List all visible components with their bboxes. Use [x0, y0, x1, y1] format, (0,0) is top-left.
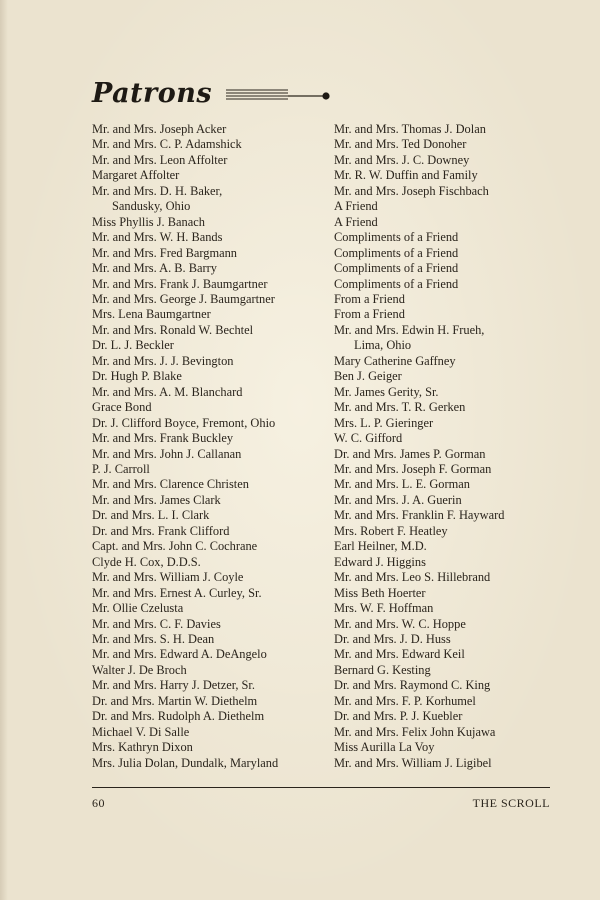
patron-entry — [334, 400, 574, 415]
patron-name: Mr. and Mrs. Ted Donoher — [334, 137, 467, 152]
patron-name: Dr. and Mrs. L. I. Clark — [92, 508, 210, 523]
patron-entry — [334, 570, 574, 585]
patron-name: Mr. and Mrs. Frank Buckley — [92, 431, 234, 446]
patron-entry — [334, 416, 574, 431]
patron-entry — [92, 570, 324, 585]
page-footer — [92, 796, 550, 811]
patron-entry — [92, 725, 324, 740]
patron-entry — [92, 246, 324, 261]
patron-entry — [334, 524, 574, 539]
patron-entry — [334, 431, 574, 446]
patron-entry — [334, 725, 574, 740]
patron-entry — [334, 601, 574, 616]
patron-name: Grace Bond — [92, 400, 152, 415]
patron-name: Mr. and Mrs. J. J. Bevington — [92, 353, 234, 368]
patron-name: Mrs. Kathryn Dixon — [92, 740, 193, 755]
patron-name: Mr. and Mrs. J. A. Guerin — [334, 492, 462, 507]
patron-name: Mr. and Mrs. Joseph Fischbach — [334, 183, 489, 198]
patron-entry — [334, 385, 574, 400]
patron-name: Dr. and Mrs. James P. Gorman — [334, 446, 486, 461]
patron-name: Mr. and Mrs. D. H. Baker, — [92, 183, 223, 198]
patron-name: Mrs. W. F. Hoffman — [334, 601, 434, 616]
patron-name: Mr. and Mrs. C. P. Adamshick — [92, 137, 242, 152]
patron-entry — [334, 199, 574, 214]
patron-name: Mr. and Mrs. J. C. Downey — [334, 152, 470, 167]
patron-name: A Friend — [334, 199, 378, 214]
patron-name: Clyde H. Cox, D.D.S. — [92, 554, 201, 569]
patron-name: Margaret Affolter — [92, 168, 180, 183]
patron-name: Mr. and Mrs. T. R. Gerken — [334, 400, 466, 415]
patron-name: Mr. and Mrs. Felix John Kujawa — [334, 724, 496, 739]
patron-entry — [92, 663, 324, 678]
patron-entry — [92, 617, 324, 632]
patron-name: P. J. Carroll — [92, 461, 150, 476]
patron-name: Compliments of a Friend — [334, 245, 459, 260]
patron-entry — [92, 678, 324, 693]
patron-entry — [92, 184, 324, 215]
patron-name: Dr. and Mrs. J. D. Huss — [334, 631, 451, 646]
patron-entry — [92, 524, 324, 539]
patron-name: Mr. and Mrs. Joseph F. Gorman — [334, 461, 492, 476]
patron-name: Mr. and Mrs. A. M. Blanchard — [92, 384, 243, 399]
page-title: Patrons — [92, 78, 213, 109]
patron-entry — [92, 709, 324, 724]
patron-entry — [92, 307, 324, 322]
patron-entry — [334, 447, 574, 462]
patron-name: Miss Beth Hoerter — [334, 585, 426, 600]
patron-entry — [334, 663, 574, 678]
patron-entry — [92, 338, 324, 353]
patron-entry — [334, 617, 574, 632]
patron-name: From a Friend — [334, 291, 405, 306]
patron-name: Mr. and Mrs. James Clark — [92, 492, 221, 507]
patron-entry — [334, 369, 574, 384]
patron-name: Mr. and Mrs. Clarence Christen — [92, 477, 249, 492]
patron-name: Mr. and Mrs. Leo S. Hillebrand — [334, 570, 491, 585]
patron-name: Mr. R. W. Duffin and Family — [334, 168, 478, 183]
patron-name: Mr. and Mrs. S. H. Dean — [92, 631, 215, 646]
patron-entry — [334, 586, 574, 601]
patron-location: Sandusky, Ohio — [112, 199, 191, 214]
patron-entry — [334, 137, 574, 152]
patron-entry — [334, 493, 574, 508]
patron-name: Mr. and Mrs. Thomas J. Dolan — [334, 122, 486, 136]
patron-name: Compliments of a Friend — [334, 276, 459, 291]
section-header — [92, 78, 332, 109]
patron-entry — [92, 539, 324, 554]
patron-name: Walter J. De Broch — [92, 662, 187, 677]
patron-entry — [92, 168, 324, 183]
patron-entry — [92, 431, 324, 446]
patron-entry — [334, 261, 574, 276]
patron-name: A Friend — [334, 214, 378, 229]
patron-entry — [334, 277, 574, 292]
footer-divider — [92, 787, 550, 788]
patron-entry — [92, 261, 324, 276]
patron-name: Edward J. Higgins — [334, 554, 426, 569]
patron-name: Mrs. Robert F. Heatley — [334, 523, 448, 538]
patron-entry — [334, 694, 574, 709]
patron-name: Mr. and Mrs. Ernest A. Curley, Sr. — [92, 585, 262, 600]
patron-entry — [334, 153, 574, 168]
patron-entry — [334, 756, 574, 771]
patron-entry — [334, 508, 574, 523]
patron-name: Mary Catherine Gaffney — [334, 353, 456, 368]
patron-entry — [92, 462, 324, 477]
patron-name: Miss Phyllis J. Banach — [92, 214, 205, 229]
patron-entry — [334, 678, 574, 693]
patron-entry — [334, 709, 574, 724]
patron-name: Mr. and Mrs. Edwin H. Frueh, — [334, 322, 485, 337]
patron-entry — [92, 323, 324, 338]
patron-entry — [92, 230, 324, 245]
patron-entry — [92, 601, 324, 616]
patron-name: Dr. L. J. Beckler — [92, 338, 174, 353]
patron-entry — [92, 447, 324, 462]
patron-entry — [92, 416, 324, 431]
patron-name: Mrs. Lena Baumgartner — [92, 307, 211, 322]
patron-name: Mr. and Mrs. Ronald W. Bechtel — [92, 322, 254, 337]
patron-name: Compliments of a Friend — [334, 261, 459, 276]
patron-name: Michael V. Di Salle — [92, 724, 190, 739]
patron-name: Dr. and Mrs. Martin W. Diethelm — [92, 693, 258, 708]
patron-name: Mr. and Mrs. Edward Keil — [334, 647, 465, 662]
page-number: 60 — [92, 796, 105, 810]
patron-name: Mr. and Mrs. Leon Affolter — [92, 152, 228, 167]
patron-name: Mr. and Mrs. John J. Callanan — [92, 446, 242, 461]
patron-entry — [334, 292, 574, 307]
patron-entry — [92, 122, 324, 137]
patrons-list-right — [334, 122, 574, 771]
patron-entry — [92, 555, 324, 570]
patron-entry — [92, 277, 324, 292]
patron-entry — [334, 215, 574, 230]
patron-name: Mrs. L. P. Gieringer — [334, 415, 434, 430]
patron-name: Mr. and Mrs. C. F. Davies — [92, 616, 221, 631]
patron-entry — [334, 246, 574, 261]
patron-name: Dr. and Mrs. P. J. Kuebler — [334, 709, 463, 724]
patron-entry — [334, 647, 574, 662]
patron-name: Mr. and Mrs. Franklin F. Hayward — [334, 508, 505, 523]
patron-name: Mr. and Mrs. A. B. Barry — [92, 261, 217, 276]
patron-entry — [334, 323, 574, 354]
patron-entry — [92, 385, 324, 400]
patron-entry — [334, 539, 574, 554]
patron-entry — [92, 632, 324, 647]
patron-entry — [334, 307, 574, 322]
patron-name: Mr. and Mrs. George J. Baumgartner — [92, 291, 275, 306]
patron-entry — [92, 137, 324, 152]
patron-entry — [92, 647, 324, 662]
patron-entry — [334, 740, 574, 755]
patron-entry — [334, 477, 574, 492]
patron-name: Mr. and Mrs. W. H. Bands — [92, 230, 223, 245]
patron-name: Mr. and Mrs. Joseph Acker — [92, 122, 227, 136]
patron-entry — [334, 632, 574, 647]
patron-name: Miss Aurilla La Voy — [334, 740, 435, 755]
patron-name: Mr. and Mrs. W. C. Hoppe — [334, 616, 466, 631]
patron-entry — [92, 508, 324, 523]
patron-name: Mr. Ollie Czelusta — [92, 601, 184, 616]
patron-entry — [92, 215, 324, 230]
patron-entry — [92, 153, 324, 168]
patron-location: Lima, Ohio — [354, 338, 412, 353]
patron-entry — [92, 292, 324, 307]
patron-entry — [92, 756, 324, 771]
patron-name: Earl Heilner, M.D. — [334, 539, 427, 554]
patrons-list-left — [92, 122, 324, 771]
patron-name: Mr. and Mrs. Edward A. DeAngelo — [92, 647, 267, 662]
patron-name: Mrs. Julia Dolan, Dundalk, Maryland — [92, 755, 279, 770]
patron-entry — [92, 493, 324, 508]
patron-entry — [334, 462, 574, 477]
patron-name: Bernard G. Kesting — [334, 662, 431, 677]
patron-name: Compliments of a Friend — [334, 230, 459, 245]
patron-entry — [334, 168, 574, 183]
patron-name: Mr. and Mrs. L. E. Gorman — [334, 477, 470, 492]
patron-entry — [92, 354, 324, 369]
patron-name: Dr. J. Clifford Boyce, Fremont, Ohio — [92, 415, 276, 430]
patron-entry — [334, 184, 574, 199]
patron-entry — [334, 122, 574, 137]
patron-name: Mr. and Mrs. William J. Ligibel — [334, 755, 492, 770]
patron-entry — [92, 694, 324, 709]
title-ornament-icon — [226, 86, 332, 102]
patron-entry — [334, 354, 574, 369]
patron-entry — [92, 586, 324, 601]
patron-name: Ben J. Geiger — [334, 369, 402, 384]
patron-name: Mr. and Mrs. F. P. Korhumel — [334, 693, 476, 708]
publication-name: THE SCROLL — [472, 796, 550, 810]
patron-entry — [334, 230, 574, 245]
patron-name: Dr. and Mrs. Raymond C. King — [334, 678, 491, 693]
patron-name: Dr. Hugh P. Blake — [92, 369, 182, 384]
patron-name: W. C. Gifford — [334, 431, 403, 446]
patron-name: Mr. and Mrs. Fred Bargmann — [92, 245, 238, 260]
patron-name: Dr. and Mrs. Rudolph A. Diethelm — [92, 709, 265, 724]
patron-name: Mr. and Mrs. Harry J. Detzer, Sr. — [92, 678, 255, 693]
patron-entry — [92, 369, 324, 384]
patron-name: Mr. and Mrs. Frank J. Baumgartner — [92, 276, 268, 291]
patron-name: Dr. and Mrs. Frank Clifford — [92, 523, 230, 538]
patron-entry — [334, 555, 574, 570]
patron-entry — [92, 740, 324, 755]
patron-entry — [92, 477, 324, 492]
patron-name: Mr. James Gerity, Sr. — [334, 384, 439, 399]
patron-entry — [92, 400, 324, 415]
patron-name: From a Friend — [334, 307, 405, 322]
patron-name: Mr. and Mrs. William J. Coyle — [92, 570, 244, 585]
patron-name: Capt. and Mrs. John C. Cochrane — [92, 539, 258, 554]
